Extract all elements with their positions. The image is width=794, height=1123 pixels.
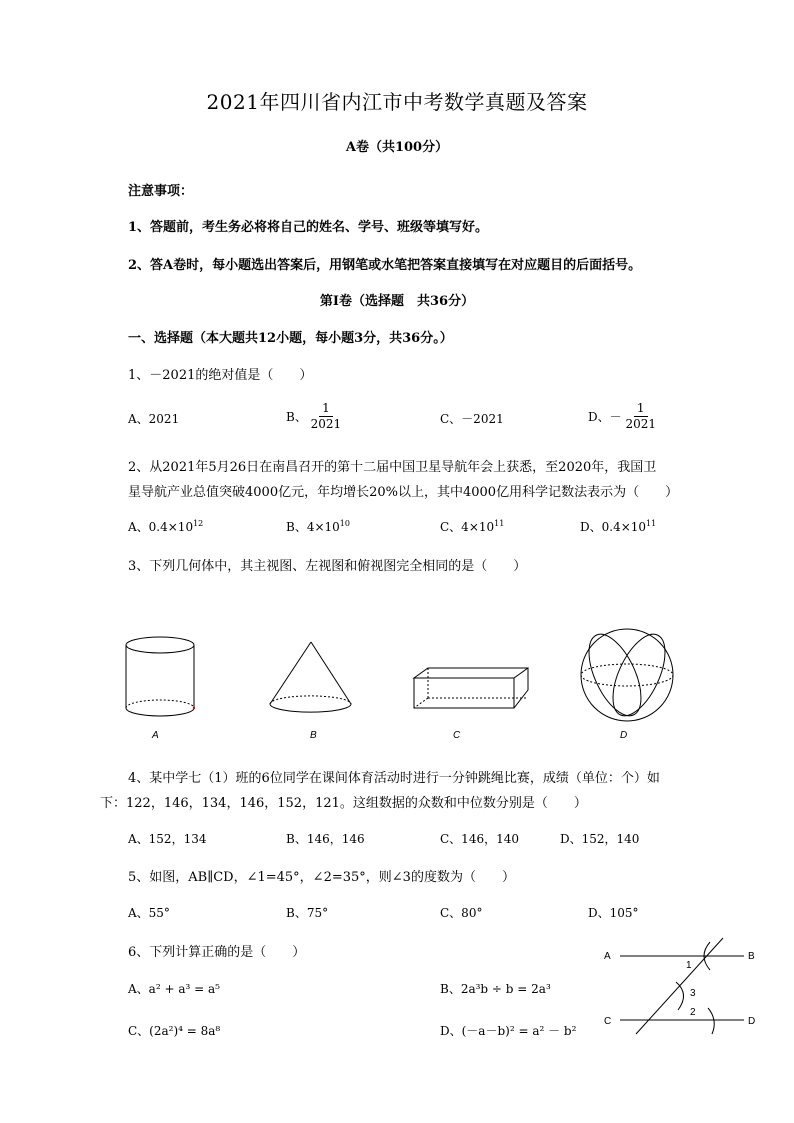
- q2-c-exp: 11: [494, 519, 505, 528]
- q4-option-a: A、152，134: [128, 832, 207, 846]
- q5-option-a: A、55°: [128, 906, 170, 920]
- q1-option-c: C、－2021: [440, 412, 504, 426]
- q1-b-numerator: 1: [319, 401, 333, 417]
- arc-angle-2: [708, 1008, 714, 1034]
- cone-figure: [270, 642, 351, 712]
- q6-option-c: C、(2a²)⁴ = 8a⁸: [128, 1024, 221, 1038]
- sphere-figure: [578, 627, 675, 724]
- q1-d-denominator: 2021: [625, 417, 656, 431]
- q2-d-base: D、0.4×10: [580, 520, 647, 534]
- q5-option-b: B、75°: [286, 906, 329, 920]
- q2-option-b: [286, 518, 350, 535]
- q6-option-a: A、a² + a³ = a⁵: [128, 982, 220, 996]
- q1-stem: 1、－2021的绝对值是（ ）: [128, 368, 313, 383]
- q5-option-c: C、80°: [440, 906, 483, 920]
- label-a: A: [604, 951, 611, 962]
- q4-option-b: B、146，146: [286, 832, 365, 846]
- q2-a-exp: 12: [193, 519, 204, 528]
- q2-b-exp: 10: [339, 519, 350, 528]
- q3-label-c: C: [453, 730, 461, 741]
- q5-stem: 5、如图，AB∥CD，∠1=45°，∠2=35°，则∠3的度数为（ ）: [128, 870, 515, 885]
- notice-item-2: 2、答A卷时，每小题选出答案后，用钢笔或水笔把答案直接填写在对应题目的后面括号。: [128, 258, 642, 273]
- q6-stem: 6、下列计算正确的是（ ）: [128, 945, 306, 960]
- q2-d-exp: 11: [646, 519, 657, 528]
- q1-b-denominator: 2021: [310, 417, 342, 431]
- label-c: C: [604, 1016, 612, 1027]
- notice-item-1: 1、答题前，考生务必将将自己的姓名、学号、班级等填写好。: [128, 220, 489, 235]
- section-1-title: 一、选择题（本大题共12小题，每小题3分，共36分。）: [128, 331, 453, 346]
- page-title: 2021年四川省内江市中考数学真题及答案: [206, 90, 588, 114]
- prism-figure: [414, 668, 528, 708]
- q2-b-base: B、4×10: [286, 520, 340, 534]
- q4-line-1: 4、某中学七（1）班的6位同学在课间体育活动时进行一分钟跳绳比赛，成绩（单位：个）如: [128, 771, 660, 786]
- q4-option-c: C、146，140: [440, 832, 519, 846]
- cylinder-figure: [126, 637, 195, 716]
- q3-stem: 3、下列几何体中，其主视图、左视图和俯视图完全相同的是（ ）: [128, 559, 527, 574]
- q2-option-d: [580, 518, 656, 535]
- q1-option-a: A、2021: [128, 412, 180, 426]
- q3-label-a: A: [152, 730, 159, 741]
- arc-angle-3: [676, 982, 684, 1010]
- q4-option-d: D、152，140: [560, 832, 640, 846]
- q2-a-base: A、0.4×10: [128, 520, 194, 534]
- q2-c-base: C、4×10: [440, 520, 495, 534]
- q1-d-prefix: D、－: [588, 410, 622, 424]
- q2-line-2: 星导航产业总值突破4000亿元，年均增长20%以上，其中4000亿用科学记数法表示为（ ）: [128, 485, 679, 500]
- q3-label-d: D: [620, 730, 628, 741]
- q2-line-1: 2、从2021年5月26日在南昌召开的第十二届中国卫星导航年会上获悉，至2020年，我国卫: [128, 460, 657, 475]
- q1-b-fraction: [311, 401, 342, 432]
- q1-b-prefix: B、: [286, 410, 307, 424]
- label-angle-2: 2: [690, 1007, 696, 1018]
- notice-heading: 注意事项：: [128, 184, 194, 199]
- q2-option-a: [128, 518, 203, 535]
- label-d: D: [748, 1016, 756, 1027]
- parallel-lines-figure: [598, 930, 768, 1040]
- q1-d-numerator: 1: [634, 401, 648, 417]
- label-angle-1: 1: [686, 960, 692, 971]
- q1-option-b: [286, 401, 341, 432]
- q6-option-d: D、(－a－b)² = a² － b²: [440, 1024, 577, 1038]
- q1-option-d: [588, 401, 656, 432]
- section-a-subtitle: A卷（共100分）: [345, 140, 449, 155]
- part-1-title: 第Ⅰ卷（选择题 共36分）: [319, 294, 475, 309]
- label-angle-3: 3: [690, 988, 696, 999]
- q1-d-fraction: [625, 401, 656, 432]
- q5-option-d: D、105°: [588, 906, 639, 920]
- label-b: B: [748, 951, 755, 962]
- q6-option-b: B、2a³b ÷ b = 2a³: [440, 982, 551, 996]
- q3-label-b: B: [310, 730, 317, 741]
- q3-solids-figure: [100, 620, 700, 730]
- q4-line-2: 下：122，146，134，146，152，121。这组数据的众数和中位数分别是（ ）: [100, 796, 587, 811]
- q2-option-c: [440, 518, 504, 535]
